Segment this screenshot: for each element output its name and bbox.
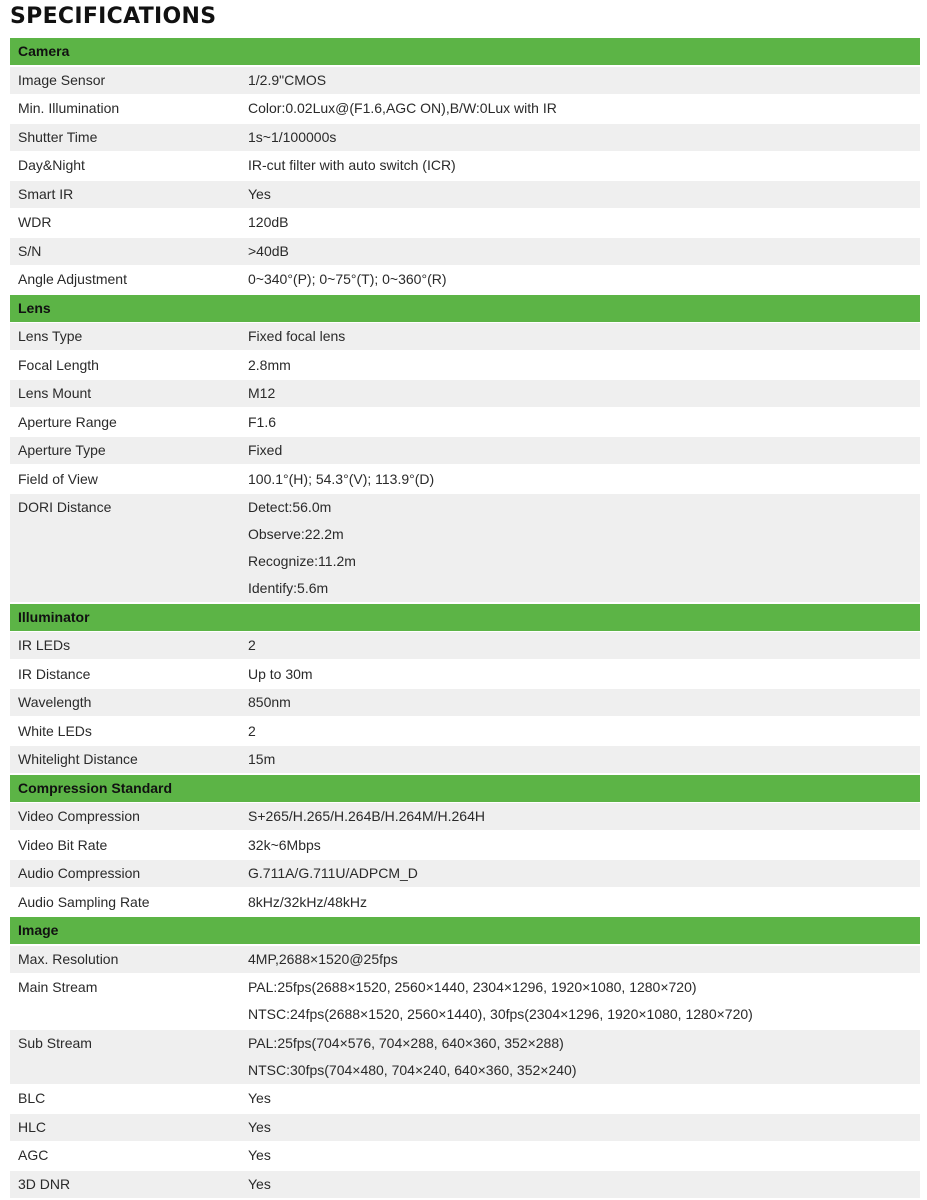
spec-value-line: Up to 30m [248,665,313,682]
spec-value [248,437,920,464]
spec-label-text: White LEDs [18,722,92,739]
spec-label-text: Focal Length [18,356,99,373]
spec-label-text: S/N [18,242,42,259]
spec-label [10,832,248,859]
spec-label-text: Main Stream [18,979,98,995]
spec-value-line: PAL:25fps(704×576, 704×288, 640×360, 352×288) [248,1034,564,1051]
spec-label-text: WDR [18,214,52,230]
spec-value [248,266,920,293]
spec-label-text: Sub Stream [18,1034,92,1051]
spec-value-line: 2.8mm [248,356,291,373]
spec-label-text: Wavelength [18,694,92,710]
spec-value-line: M12 [248,385,276,401]
spec-label [10,494,248,602]
spec-value [248,1085,920,1112]
section-header-compression-standard: Compression Standard [10,775,920,802]
spec-label [10,67,248,94]
spec-row [10,1114,920,1141]
spec-value-line: 850nm [248,694,291,710]
spec-label-text: Smart IR [18,185,74,202]
spec-value-line: 1/2.9"CMOS [248,71,327,88]
spec-value-line: 2 [248,637,256,653]
spec-row [10,803,920,830]
spec-value [248,661,920,688]
spec-label [10,266,248,293]
spec-label-text: Image Sensor [18,71,106,88]
section-header-lens: Lens [10,295,920,322]
spec-value [248,409,920,436]
spec-label-text: DORI Distance [18,499,112,515]
spec-label-text: Aperture Type [18,442,106,458]
spec-value-line: >40dB [248,242,289,259]
spec-value [248,889,920,916]
spec-label [10,124,248,151]
spec-value [248,238,920,265]
spec-value-line: G.711A/G.711U/ADPCM_D [248,865,418,881]
spec-row [10,832,920,859]
spec-value-line: 4MP,2688×1520@25fps [248,950,398,967]
spec-value [248,95,920,122]
spec-label-text: Video Bit Rate [18,836,108,853]
spec-row [10,380,920,407]
section-header-illuminator: Illuminator [10,604,920,631]
spec-value [248,1171,920,1198]
spec-label [10,1114,248,1141]
spec-row [10,409,920,436]
spec-label [10,1030,248,1084]
spec-row [10,860,920,887]
spec-value-line: Fixed [248,442,283,458]
spec-label-text: Audio Sampling Rate [18,893,150,910]
spec-label-text: IR LEDs [18,637,71,653]
spec-label [10,323,248,350]
section-header-image: Image [10,917,920,944]
spec-label [10,181,248,208]
spec-label [10,946,248,973]
spec-value-line: 100.1°(H); 54.3°(V); 113.9°(D) [248,470,435,487]
spec-row [10,689,920,716]
spec-value [248,718,920,745]
spec-label-text: IR Distance [18,665,91,682]
section-header-camera: Camera [10,38,920,65]
spec-value [248,1030,920,1084]
spec-value [248,67,920,94]
spec-value [248,209,920,236]
spec-label-text: Lens Type [18,328,83,344]
spec-row [10,889,920,916]
spec-value [248,152,920,179]
spec-row [10,632,920,659]
spec-value [248,380,920,407]
spec-label [10,889,248,916]
page-title: SPECIFICATIONS [10,4,217,29]
spec-row [10,323,920,350]
spec-row [10,181,920,208]
spec-row [10,266,920,293]
spec-label [10,380,248,407]
spec-value-line: Yes [248,185,271,202]
spec-value [248,974,920,1028]
spec-value-line: S+265/H.265/H.264B/H.264M/H.264H [248,808,485,824]
spec-label [10,409,248,436]
spec-value [248,1114,920,1141]
spec-row [10,946,920,973]
spec-label [10,661,248,688]
spec-label-text: Video Compression [18,808,140,824]
spec-row [10,1030,920,1084]
spec-value [248,124,920,151]
spec-label-text: Whitelight Distance [18,751,138,767]
spec-label-text: Lens Mount [18,385,92,401]
spec-label-text: Day&Night [18,157,85,173]
spec-value-line: NTSC:24fps(2688×1520, 2560×1440), 30fps(2304×1296, 1920×1080, 1280×720) [248,1006,753,1022]
spec-value [248,323,920,350]
spec-value-line: 1s~1/100000s [248,128,337,145]
spec-row [10,746,920,773]
spec-value [248,181,920,208]
spec-label-text: AGC [18,1147,49,1163]
spec-label [10,352,248,379]
spec-label [10,860,248,887]
spec-value [248,352,920,379]
spec-value-line: IR-cut filter with auto switch (ICR) [248,157,456,173]
spec-value [248,832,920,859]
spec-row [10,1171,920,1198]
spec-label-text: HLC [18,1118,47,1135]
spec-value-line: Yes [248,1090,271,1106]
spec-label [10,803,248,830]
spec-row [10,352,920,379]
spec-row [10,718,920,745]
spec-value-line: 32k~6Mbps [248,836,321,853]
spec-label [10,238,248,265]
spec-label-text: Audio Compression [18,865,141,881]
spec-value-line: 8kHz/32kHz/48kHz [248,893,368,910]
spec-row [10,209,920,236]
spec-value [248,494,920,602]
spec-row [10,661,920,688]
spec-value [248,803,920,830]
spec-label-text: Shutter Time [18,128,98,145]
spec-value-line: Detect:56.0m [248,499,332,515]
spec-value-line: NTSC:30fps(704×480, 704×240, 640×360, 352×240) [248,1061,577,1078]
spec-value-line: Yes [248,1175,271,1192]
spec-value-line: Yes [248,1147,271,1163]
spec-row [10,124,920,151]
spec-label [10,1085,248,1112]
spec-value-line: Recognize:11.2m [248,553,356,569]
spec-row [10,437,920,464]
spec-label-text: Min. Illumination [18,100,120,116]
spec-value-line: Color:0.02Lux@(F1.6,AGC ON),B/W:0Lux with IR [248,100,557,116]
spec-label-text: Aperture Range [18,413,117,430]
spec-value-line: Yes [248,1118,271,1135]
spec-value [248,1142,920,1169]
spec-row [10,1142,920,1169]
spec-row [10,1085,920,1112]
spec-label [10,152,248,179]
spec-row [10,494,920,602]
spec-row [10,238,920,265]
spec-label-text: 3D DNR [18,1175,71,1192]
spec-label [10,466,248,493]
spec-value-line: F1.6 [248,413,277,430]
spec-label [10,632,248,659]
spec-label [10,974,248,1028]
spec-row [10,95,920,122]
spec-table [10,38,920,1199]
spec-label [10,437,248,464]
spec-label [10,746,248,773]
spec-value-line: 15m [248,751,276,767]
spec-value-line: 2 [248,722,256,739]
spec-row [10,152,920,179]
spec-value [248,860,920,887]
spec-value-line: Fixed focal lens [248,328,346,344]
spec-label [10,718,248,745]
spec-row [10,466,920,493]
spec-value-line: 120dB [248,214,289,230]
spec-label [10,1171,248,1198]
spec-value-line: Observe:22.2m [248,526,344,542]
spec-row [10,67,920,94]
spec-value [248,746,920,773]
spec-value-line: Identify:5.6m [248,580,329,596]
spec-label-text: Max. Resolution [18,950,119,967]
spec-label [10,689,248,716]
spec-row [10,974,920,1028]
spec-label [10,95,248,122]
spec-label-text: BLC [18,1090,46,1106]
spec-label-text: Angle Adjustment [18,271,127,287]
spec-value [248,689,920,716]
spec-label [10,1142,248,1169]
spec-value-line: 0~340°(P); 0~75°(T); 0~360°(R) [248,271,447,287]
spec-label-text: Field of View [18,470,98,487]
spec-value-line: PAL:25fps(2688×1520, 2560×1440, 2304×1296, 1920×1080, 1280×720) [248,979,697,995]
spec-value [248,466,920,493]
spec-value [248,946,920,973]
spec-value [248,632,920,659]
spec-label [10,209,248,236]
